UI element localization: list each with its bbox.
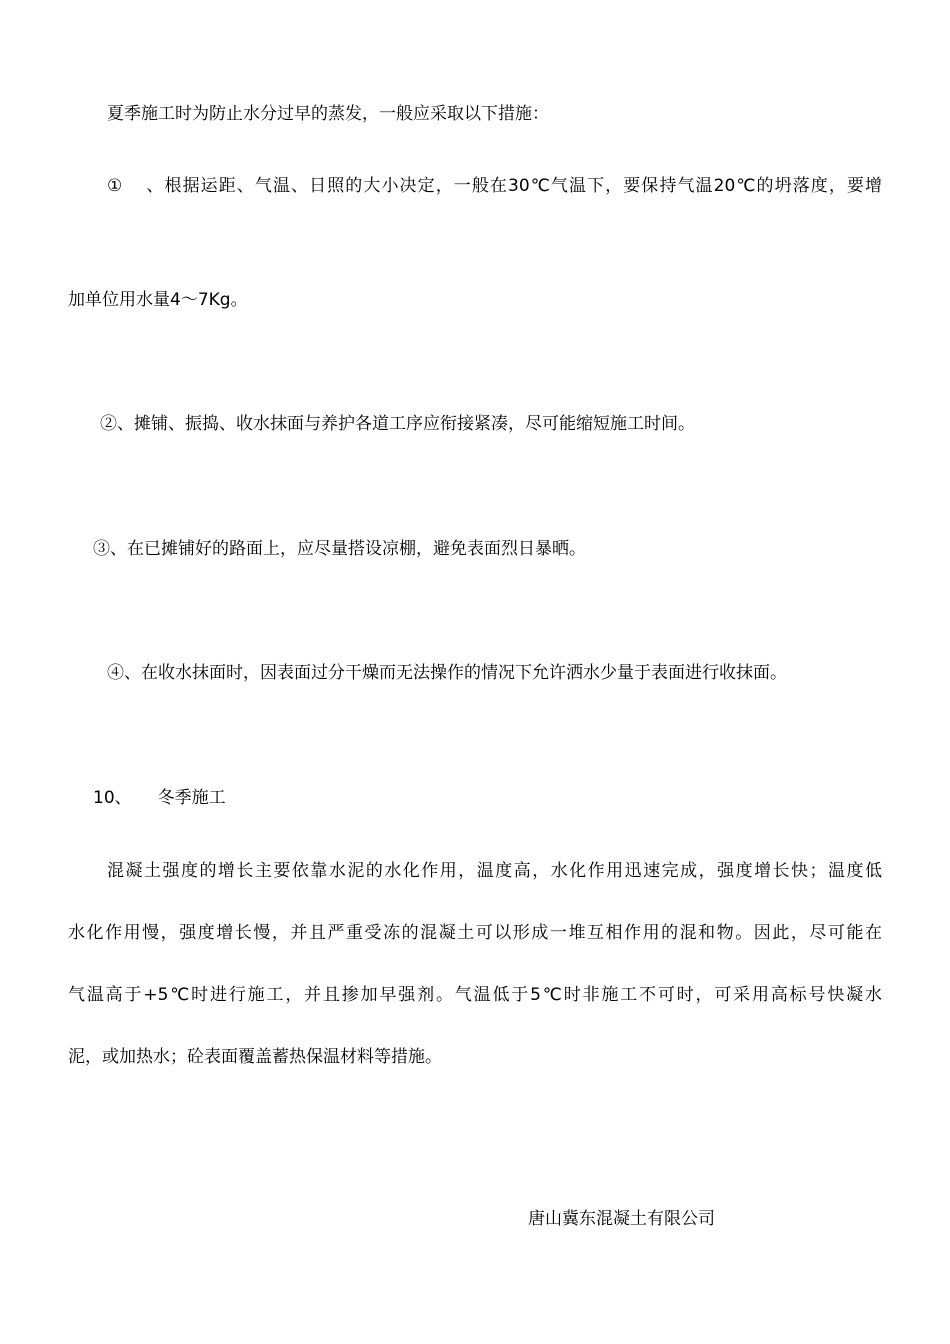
section-number: 10、 (93, 788, 132, 808)
summer-item-1-line-1: ① 、根据运距、气温、日照的大小决定，一般在30℃气温下，要保持气温20℃的坍落度，要增 (107, 176, 883, 196)
section-title: 冬季施工 (157, 788, 226, 808)
winter-paragraph-line-1: 混凝土强度的增长主要依靠水泥的水化作用，温度高，水化作用迅速完成，强度增长快；温度低 (107, 861, 882, 881)
summer-item-3: ③、在已摊铺好的路面上，应尽量搭设凉棚，避免表面烈日暴晒。 (93, 539, 586, 559)
winter-paragraph-line-3: 气温高于+5℃时进行施工，并且掺加早强剂。气温低于5℃时非施工不可时，可采用高标号快凝水 (68, 985, 883, 1005)
summer-intro: 夏季施工时为防止水分过早的蒸发，一般应采取以下措施： (107, 104, 549, 124)
company-name: 唐山冀东混凝土有限公司 (528, 1209, 715, 1229)
winter-section-heading (93, 786, 226, 810)
summer-item-2: ②、摊铺、振捣、收水抹面与养护各道工序应衔接紧凑，尽可能缩短施工时间。 (100, 414, 695, 434)
summer-item-1-line-2: 加单位用水量4～7Kg。 (68, 290, 248, 310)
item-1-marker: ① (107, 176, 124, 196)
summer-item-4: ④、在收水抹面时，因表面过分干燥而无法操作的情况下允许洒水少量于表面进行收抹面。 (107, 663, 787, 683)
winter-paragraph-line-2: 水化作用慢，强度增长慢，并且严重受冻的混凝土可以形成一堆互相作用的混和物。因此，尽可能在 (68, 923, 882, 943)
winter-paragraph-line-4: 泥，或加热水；砼表面覆盖蓄热保温材料等措施。 (68, 1047, 442, 1067)
